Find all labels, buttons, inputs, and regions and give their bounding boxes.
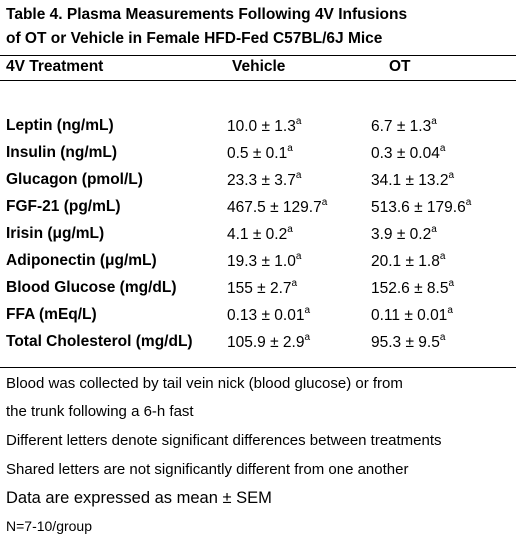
vehicle-value: 4.1 ± 0.2$^a$ [227, 224, 293, 244]
column-header-vehicle: Vehicle [232, 58, 286, 75]
row-label: Adiponectin (μg/mL) [6, 252, 157, 269]
table-row [0, 302, 516, 328]
table-row [0, 329, 516, 355]
vehicle-value: 0.13 ± 0.01$^a$ [227, 305, 311, 325]
footnote-line: Shared letters are not significantly different from one another [6, 461, 409, 478]
table-row [0, 140, 516, 166]
footnote-line: Different letters denote significant differences between treatments [6, 432, 442, 449]
header-bottom-rule [0, 80, 516, 81]
row-label: Glucagon (pmol/L) [6, 171, 143, 188]
footnote-line: Blood was collected by tail vein nick (blood glucose) or from [6, 375, 403, 392]
ot-value: 20.1 ± 1.8$^a$ [371, 251, 446, 271]
vehicle-value: 0.5 ± 0.1$^a$ [227, 143, 293, 163]
table-row [0, 221, 516, 247]
footnote-line: the trunk following a 6-h fast [6, 403, 194, 420]
ot-value: 152.6 ± 8.5$^a$ [371, 278, 455, 298]
table-row [0, 167, 516, 193]
table-row [0, 248, 516, 274]
row-label: FFA (mEq/L) [6, 306, 97, 323]
vehicle-value: 155 ± 2.7$^a$ [227, 278, 298, 298]
vehicle-value: 105.9 ± 2.9$^a$ [227, 332, 311, 352]
footnote-line: N=7-10/group [6, 518, 93, 534]
row-label: Total Cholesterol (mg/dL) [6, 333, 193, 350]
column-header-ot: OT [389, 58, 411, 75]
table-row [0, 194, 516, 220]
ot-value: 3.9 ± 0.2$^a$ [371, 224, 437, 244]
table-title-line-1: Table 4. Plasma Measurements Following 4V Infusions [6, 6, 408, 23]
vehicle-value: 10.0 ± 1.3$^a$ [227, 116, 302, 136]
table-bottom-rule [0, 367, 516, 368]
ot-value: 0.3 ± 0.04$^a$ [371, 143, 446, 163]
table-row [0, 113, 516, 139]
row-label: FGF-21 (pg/mL) [6, 198, 121, 215]
vehicle-value: 467.5 ± 129.7$^a$ [227, 197, 328, 217]
row-label: Irisin (μg/mL) [6, 225, 105, 242]
row-label: Blood Glucose (mg/dL) [6, 279, 177, 296]
footnote-line: Data are expressed as mean ± SEM [6, 489, 272, 507]
ot-value: 6.7 ± 1.3$^a$ [371, 116, 437, 136]
column-header-treatment: 4V Treatment [6, 58, 104, 75]
vehicle-value: 19.3 ± 1.0$^a$ [227, 251, 302, 271]
table-title-line-2: of OT or Vehicle in Female HFD-Fed C57BL/6J Mice [6, 30, 383, 47]
header-top-rule [0, 55, 516, 56]
ot-value: 0.11 ± 0.01$^a$ [371, 305, 453, 325]
table-row [0, 275, 516, 301]
ot-value: 95.3 ± 9.5$^a$ [371, 332, 446, 352]
vehicle-value: 23.3 ± 3.7$^a$ [227, 170, 302, 190]
ot-value: 513.6 ± 179.6$^a$ [371, 197, 472, 217]
ot-value: 34.1 ± 13.2$^a$ [371, 170, 455, 190]
row-label: Insulin (ng/mL) [6, 144, 118, 161]
row-label: Leptin (ng/mL) [6, 117, 114, 134]
